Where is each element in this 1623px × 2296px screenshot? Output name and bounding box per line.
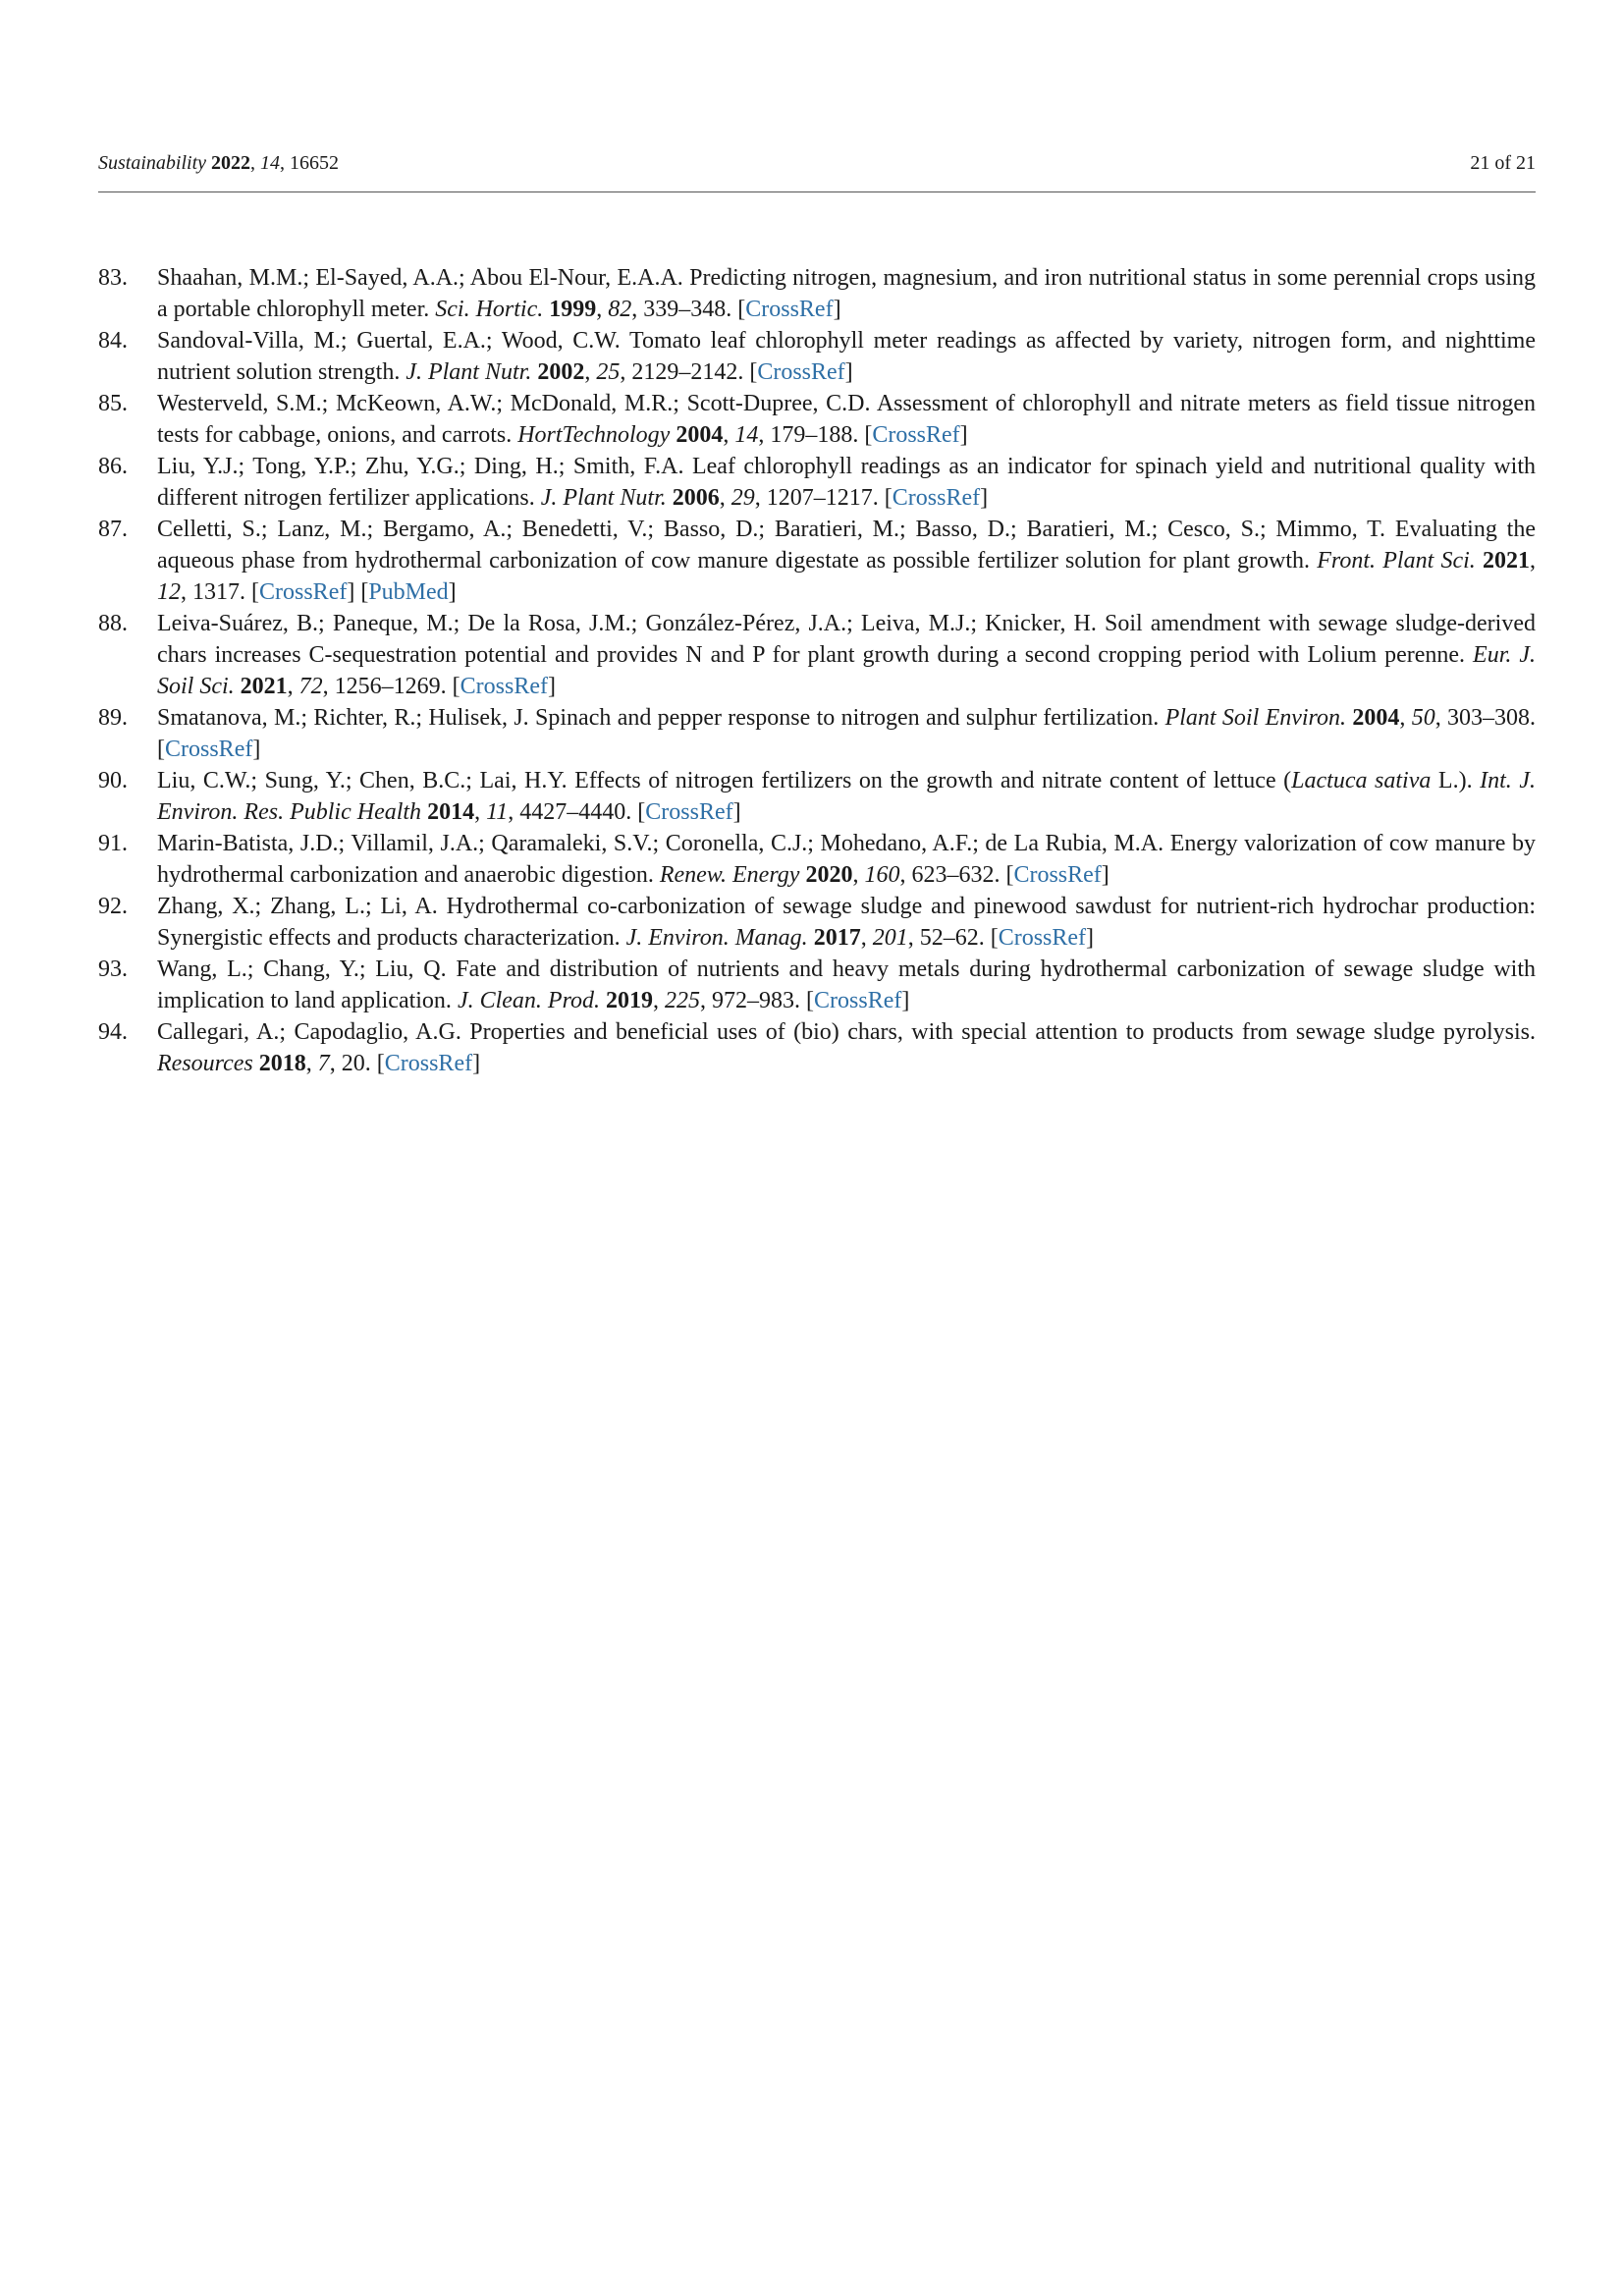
- reference-journal: Resources: [157, 1051, 253, 1076]
- reference-pages: 2129–2142: [631, 359, 738, 385]
- reference-year: 2021: [1483, 548, 1531, 574]
- reference-pages: 623–632: [911, 862, 995, 888]
- crossref-link[interactable]: CrossRef: [757, 359, 845, 385]
- reference-number: 91.: [98, 831, 128, 856]
- reference-pages: 1256–1269: [334, 674, 441, 699]
- reference-title: Hydrothermal co-carbonization of sewage sludge and pinewood sawdust for nutrient-rich hydrochar production: Synergistic effects and products characterization.: [157, 894, 1537, 951]
- reference-authors: Shaahan, M.M.; El-Sayed, A.A.; Abou El-Nour, E.A.A.: [157, 265, 690, 291]
- reference-item: [98, 608, 1536, 702]
- reference-volume: 82: [608, 297, 632, 322]
- crossref-link[interactable]: CrossRef: [745, 297, 834, 322]
- crossref-link[interactable]: CrossRef: [384, 1051, 473, 1076]
- journal-year: 2022: [211, 152, 250, 174]
- reference-item: [98, 828, 1536, 891]
- reference-journal: J. Environ. Manag.: [625, 925, 808, 951]
- reference-authors: Liu, Y.J.; Tong, Y.P.; Zhu, Y.G.; Ding, H.; Smith, F.A.: [157, 454, 692, 479]
- reference-number: 90.: [98, 768, 128, 793]
- reference-journal: Plant Soil Environ.: [1164, 705, 1346, 731]
- page-number: 21 of 21: [1470, 152, 1536, 174]
- reference-number: 92.: [98, 894, 128, 919]
- reference-text: Wang, L.; Chang, Y.; Liu, Q. Fate and distribution of nutrients and heavy metals during hydrothermal carbonization of sewage sludge with implication to land application. J. Clean. Prod. 2019, 225, 972–983. [CrossRef]: [157, 957, 1536, 1013]
- crossref-link[interactable]: CrossRef: [814, 988, 902, 1013]
- crossref-link[interactable]: CrossRef: [460, 674, 548, 699]
- reference-number: 83.: [98, 265, 128, 291]
- reference-year: 2004: [676, 422, 724, 448]
- reference-year: 2020: [805, 862, 853, 888]
- reference-year: 2021: [240, 674, 288, 699]
- reference-journal: Int. J. Environ. Res. Public Health: [157, 768, 1537, 825]
- reference-journal: J. Clean. Prod.: [457, 988, 601, 1013]
- reference-pages: 339–348: [643, 297, 727, 322]
- reference-authors: Westerveld, S.M.; McKeown, A.W.; McDonald, M.R.; Scott-Dupree, C.D.: [157, 391, 877, 416]
- reference-volume: 12: [157, 579, 181, 605]
- reference-year: 2018: [258, 1051, 306, 1076]
- reference-number: 86.: [98, 454, 128, 479]
- reference-title: Energy valorization of cow manure by hydrothermal carbonization and anaerobic digestion.: [157, 831, 1537, 888]
- pubmed-link[interactable]: PubMed: [368, 579, 449, 605]
- reference-volume: 14: [734, 422, 759, 448]
- reference-authors: Sandoval-Villa, M.; Guertal, E.A.; Wood, C.W.: [157, 328, 629, 354]
- reference-journal: J. Plant Nutr.: [540, 485, 667, 511]
- reference-year: 1999: [549, 297, 597, 322]
- reference-pages: 20: [341, 1051, 365, 1076]
- crossref-link[interactable]: CrossRef: [998, 925, 1087, 951]
- reference-number: 87.: [98, 517, 128, 542]
- reference-item: [98, 891, 1536, 954]
- reference-item: [98, 1016, 1536, 1079]
- reference-text: Westerveld, S.M.; McKeown, A.W.; McDonald, M.R.; Scott-Dupree, C.D. Assessment of chlorophyll and nitrate meters as field tissue nitrogen tests for cabbage, onions, and carrots. HortTechnology 2004, 14, 179–188. [CrossRef]: [157, 391, 1536, 448]
- reference-item: [98, 451, 1536, 514]
- reference-item: [98, 262, 1536, 325]
- reference-title: Spinach and pepper response to nitrogen and sulphur fertilization.: [535, 705, 1165, 731]
- reference-pages: 1317: [192, 579, 240, 605]
- reference-volume: 7: [317, 1051, 330, 1076]
- crossref-link[interactable]: CrossRef: [872, 422, 960, 448]
- reference-item: [98, 702, 1536, 765]
- reference-authors: Smatanova, M.; Richter, R.; Hulisek, J.: [157, 705, 536, 731]
- crossref-link[interactable]: CrossRef: [645, 799, 733, 825]
- reference-title: Properties and beneficial uses of (bio) chars, with special attention to products from sewage sludge pyrolysis.: [469, 1019, 1536, 1045]
- reference-text: Smatanova, M.; Richter, R.; Hulisek, J. Spinach and pepper response to nitrogen and sulphur fertilization. Plant Soil Environ. 2004, 50, 303–308. [CrossRef]: [157, 705, 1537, 762]
- reference-journal: Renew. Energy: [659, 862, 800, 888]
- running-header: [98, 152, 1536, 192]
- reference-authors: Marin-Batista, J.D.; Villamil, J.A.; Qaramaleki, S.V.; Coronella, C.J.; Mohedano, A.F.; de La Rubia, M.A.: [157, 831, 1170, 856]
- reference-authors: Celletti, S.; Lanz, M.; Bergamo, A.; Benedetti, V.; Basso, D.; Baratieri, M.; Basso, D.; Baratieri, M.; Cesco, S.; Mimmo, T.: [157, 517, 1395, 542]
- reference-volume: 25: [596, 359, 621, 385]
- reference-year: 2006: [672, 485, 720, 511]
- reference-year: 2002: [537, 359, 585, 385]
- crossref-link[interactable]: CrossRef: [165, 737, 253, 762]
- reference-number: 94.: [98, 1019, 128, 1045]
- reference-text: Zhang, X.; Zhang, L.; Li, A. Hydrothermal co-carbonization of sewage sludge and pinewood sawdust for nutrient-rich hydrochar production: Synergistic effects and products characterization. J. Environ. Manag. 2017, 201, 52–62. [CrossRef]: [157, 894, 1537, 951]
- reference-number: 84.: [98, 328, 128, 354]
- reference-title: Evaluating the aqueous phase from hydrothermal carbonization of cow manure digestate as possible fertilizer solution for plant growth.: [157, 517, 1536, 574]
- reference-volume: 29: [730, 485, 755, 511]
- reference-text: Callegari, A.; Capodaglio, A.G. Properties and beneficial uses of (bio) chars, with special attention to products from sewage sludge pyrolysis. Resources 2018, 7, 20. [CrossRef]: [157, 1019, 1536, 1076]
- crossref-link[interactable]: CrossRef: [892, 485, 981, 511]
- reference-number: 85.: [98, 391, 128, 416]
- reference-journal: HortTechnology: [517, 422, 671, 448]
- reference-year: 2017: [813, 925, 861, 951]
- reference-year: 2004: [1352, 705, 1400, 731]
- reference-text: Leiva-Suárez, B.; Paneque, M.; De la Rosa, J.M.; González-Pérez, J.A.; Leiva, M.J.; Knicker, H. Soil amendment with sewage sludge-derived chars increases C-sequestration potential and provides N and P for plant growth during a second cropping period with Lolium perenne. Eur. J. Soil Sci. 2021, 72, 1256–1269. [CrossRef]: [157, 611, 1536, 699]
- reference-text: Celletti, S.; Lanz, M.; Bergamo, A.; Benedetti, V.; Basso, D.; Baratieri, M.; Basso, D.; Baratieri, M.; Cesco, S.; Mimmo, T. Evaluating the aqueous phase from hydrothermal carbonization of cow manure digestate as possible fertilizer solution for plant growth. Front. Plant Sci. 2021, 12, 1317. [CrossRef] [PubMed]: [157, 517, 1537, 605]
- reference-text: Sandoval-Villa, M.; Guertal, E.A.; Wood, C.W. Tomato leaf chlorophyll meter readings as affected by variety, nitrogen form, and nighttime nutrient solution strength. J. Plant Nutr. 2002, 25, 2129–2142. [CrossRef]: [157, 328, 1537, 385]
- reference-authors: Zhang, X.; Zhang, L.; Li, A.: [157, 894, 447, 919]
- reference-authors: Callegari, A.; Capodaglio, A.G.: [157, 1019, 470, 1045]
- article-number: 16652: [290, 152, 339, 174]
- reference-volume: 11: [486, 799, 509, 825]
- reference-item: [98, 325, 1536, 388]
- reference-text: Liu, C.W.; Sung, Y.; Chen, B.C.; Lai, H.Y. Effects of nitrogen fertilizers on the growth and nitrate content of lettuce (Lactuca sativa L.). Int. J. Environ. Res. Public Health 2014, 11, 4427–4440. [CrossRef]: [157, 768, 1537, 825]
- reference-volume: 72: [298, 674, 323, 699]
- journal-name: Sustainability: [98, 152, 206, 174]
- reference-title-end: L.).: [1431, 768, 1481, 793]
- reference-journal: J. Plant Nutr.: [406, 359, 532, 385]
- journal-volume: 14: [260, 152, 280, 174]
- crossref-link[interactable]: CrossRef: [1013, 862, 1102, 888]
- reference-pages: 4427–4440: [519, 799, 626, 825]
- reference-pages: 303–308: [1447, 705, 1531, 731]
- reference-journal: Front. Plant Sci.: [1317, 548, 1476, 574]
- journal-citation: Sustainability 2022, 14, 16652: [98, 152, 339, 174]
- reference-number: 93.: [98, 957, 128, 982]
- reference-title: Effects of nitrogen fertilizers on the growth and nitrate content of lettuce (: [574, 768, 1292, 793]
- reference-item: [98, 954, 1536, 1016]
- reference-pages: 972–983: [712, 988, 795, 1013]
- reference-item: [98, 514, 1536, 608]
- reference-title: Soil amendment with sewage sludge-derived chars increases C-sequestration potential and provides N and P for plant growth during a second cropping period with Lolium perenne.: [157, 611, 1536, 668]
- crossref-link[interactable]: CrossRef: [259, 579, 348, 605]
- reference-text: Marin-Batista, J.D.; Villamil, J.A.; Qaramaleki, S.V.; Coronella, C.J.; Mohedano, A.F.; de La Rubia, M.A. Energy valorization of cow manure by hydrothermal carbonization and anaerobic digestion. Renew. Energy 2020, 160, 623–632. [CrossRef]: [157, 831, 1537, 888]
- reference-title: Leaf chlorophyll readings as an indicator for spinach yield and nutritional quality with different nitrogen fertilizer applications.: [157, 454, 1536, 511]
- reference-year: 2019: [606, 988, 654, 1013]
- reference-journal: Eur. J. Soil Sci.: [157, 642, 1536, 699]
- reference-journal: Sci. Hortic.: [435, 297, 544, 322]
- reference-text: Shaahan, M.M.; El-Sayed, A.A.; Abou El-Nour, E.A.A. Predicting nitrogen, magnesium, and iron nutritional status in some perennial crops using a portable chlorophyll meter. Sci. Hortic. 1999, 82, 339–348. [CrossRef]: [157, 265, 1536, 322]
- reference-volume: 160: [864, 862, 900, 888]
- reference-pages: 1207–1217: [766, 485, 873, 511]
- reference-title: Tomato leaf chlorophyll meter readings as affected by variety, nitrogen form, and nighttime nutrient solution strength.: [157, 328, 1537, 385]
- reference-list: [98, 262, 1536, 1079]
- reference-number: 89.: [98, 705, 128, 731]
- reference-text: Liu, Y.J.; Tong, Y.P.; Zhu, Y.G.; Ding, H.; Smith, F.A. Leaf chlorophyll readings as an indicator for spinach yield and nutritional quality with different nitrogen fertilizer applications. J. Plant Nutr. 2006, 29, 1207–1217. [CrossRef]: [157, 454, 1536, 511]
- reference-pages: 52–62: [919, 925, 979, 951]
- reference-authors: Liu, C.W.; Sung, Y.; Chen, B.C.; Lai, H.Y.: [157, 768, 575, 793]
- reference-item: [98, 765, 1536, 828]
- reference-pages: 179–188: [770, 422, 853, 448]
- species-name: Lactuca sativa: [1291, 768, 1432, 793]
- reference-authors: Leiva-Suárez, B.; Paneque, M.; De la Rosa, J.M.; González-Pérez, J.A.; Leiva, M.J.; Knicker, H.: [157, 611, 1105, 636]
- reference-volume: 50: [1411, 705, 1435, 731]
- reference-volume: 225: [665, 988, 701, 1013]
- reference-authors: Wang, L.; Chang, Y.; Liu, Q.: [157, 957, 457, 982]
- reference-title: Fate and distribution of nutrients and heavy metals during hydrothermal carbonization of sewage sludge with implication to land application.: [157, 957, 1536, 1013]
- reference-volume: 201: [872, 925, 908, 951]
- reference-number: 88.: [98, 611, 128, 636]
- reference-title: Assessment of chlorophyll and nitrate meters as field tissue nitrogen tests for cabbage, onions, and carrots.: [157, 391, 1536, 448]
- reference-item: [98, 388, 1536, 451]
- reference-title: Predicting nitrogen, magnesium, and iron nutritional status in some perennial crops using a portable chlorophyll meter.: [157, 265, 1536, 322]
- reference-year: 2014: [427, 799, 475, 825]
